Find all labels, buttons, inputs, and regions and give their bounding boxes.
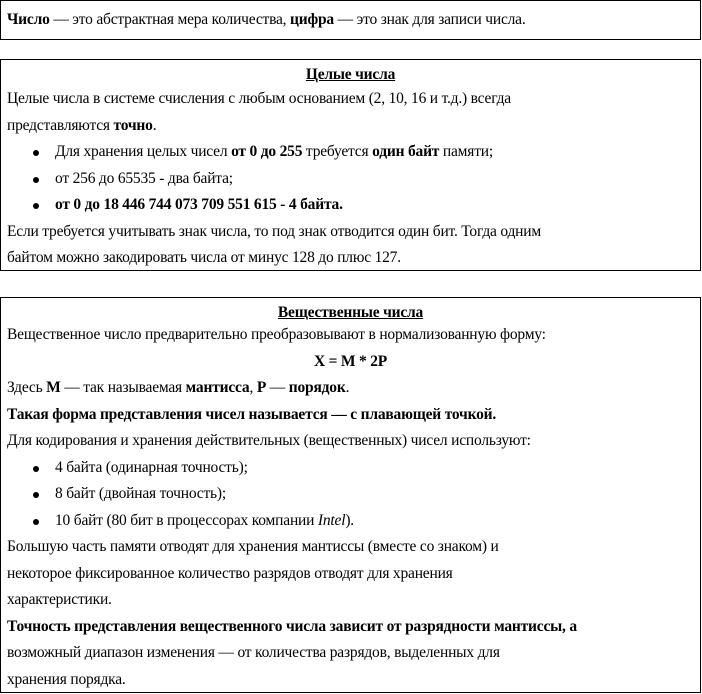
bullet2-text: от 256 до 65535 - два байта; (55, 169, 233, 187)
term-number: Число (7, 11, 50, 28)
precision-line2: возможный диапазон изменения — от количества разрядов, выделенных для (7, 644, 500, 661)
bullet1-a: Для хранения целых чисел (55, 143, 232, 160)
mantissa-line2: некоторое фиксированное количество разрядов отводят для хранения (7, 564, 453, 582)
here-c: — так называемая (60, 379, 186, 396)
bullet-icon (33, 466, 39, 472)
here-d: мантисса (185, 379, 250, 396)
bullet3-text: от 0 до 18 446 744 073 709 551 615 - 4 байта. (55, 196, 343, 213)
reals-bullet3-a: 10 байт (80 бит в процессорах компании (55, 511, 318, 529)
coding-line: Для кодирования и хранения действительных (вещественных) чисел используют: (7, 432, 531, 449)
mantissa-line3: характеристики. (7, 591, 112, 608)
reals-bullet3-b: Intel (317, 511, 346, 529)
here-g: — (266, 379, 289, 396)
mantissa-line1: Большую часть памяти отводят для хранения мантиссы (вместе со знаком) и (7, 538, 499, 555)
sign-line1: Если требуется учитывать знак числа, то под знак отводится один бит. Тогда одним (7, 222, 541, 240)
bullet1-c: требуется (302, 143, 373, 160)
reals-bullet1: 4 байта (одинарная точность); (55, 458, 248, 476)
precision-line3: хранения порядка. (7, 670, 126, 688)
intro-line2-a: представляются (7, 116, 114, 134)
intro-line2-b: точно (113, 116, 153, 134)
bullet-icon (33, 177, 39, 183)
definition-mid: — это абстрактная мера количества, (49, 11, 291, 28)
precision-line1: Точность представления вещественного числа зависит от разрядности мантиссы, а (7, 617, 577, 635)
formula: X = M * 2P (313, 352, 388, 370)
here-e: , (249, 379, 257, 396)
reals-bullet2: 8 байт (двойная точность); (55, 485, 226, 502)
here-f: P (256, 379, 267, 396)
reals-bullet-list (7, 455, 694, 535)
here-h: порядок (288, 379, 346, 396)
bullet-icon (33, 519, 39, 525)
reals-title: Вещественные числа (277, 304, 424, 321)
list-item (7, 139, 694, 166)
sign-line2: байтом можно закодировать числа от минус 128 до плюс 127. (7, 249, 401, 266)
term-digit: цифра (290, 11, 334, 28)
list-item (7, 166, 694, 193)
reals-intro: Вещественное число предварительно преобразовывают в нормализованную форму: (7, 326, 546, 343)
here-i: . (345, 379, 350, 396)
integers-title: Целые числа (305, 66, 396, 83)
bullet-icon (33, 150, 39, 156)
bullet1-b: от 0 до 255 (231, 143, 303, 160)
here-a: Здесь (7, 379, 47, 396)
list-item (7, 481, 694, 508)
here-b: M (46, 379, 61, 396)
integers-intro-line1: Целые числа в системе счисления с любым основанием (2, 10, 16 и т.д.) всегда (7, 90, 511, 107)
float-line: Такая форма представления чисел называется — с плавающей точкой. (7, 405, 497, 423)
bullet1-e: памяти; (439, 143, 493, 160)
definition-end: — это знак для записи числа. (334, 11, 526, 28)
here-line (7, 375, 694, 402)
intro-line2-c: . (152, 116, 157, 134)
definition-text (7, 1, 694, 38)
integers-box (0, 59, 701, 271)
bullet-icon (33, 203, 39, 209)
definition-box (0, 0, 701, 40)
list-item (7, 192, 694, 219)
bullet-icon (33, 492, 39, 498)
reals-box (0, 297, 701, 693)
reals-bullet3-c: ). (345, 511, 354, 529)
integers-bullet-list (7, 139, 694, 219)
list-item (7, 508, 694, 535)
bullet1-d: один байт (372, 143, 440, 160)
list-item (7, 455, 694, 482)
integers-intro-line2 (7, 113, 694, 140)
